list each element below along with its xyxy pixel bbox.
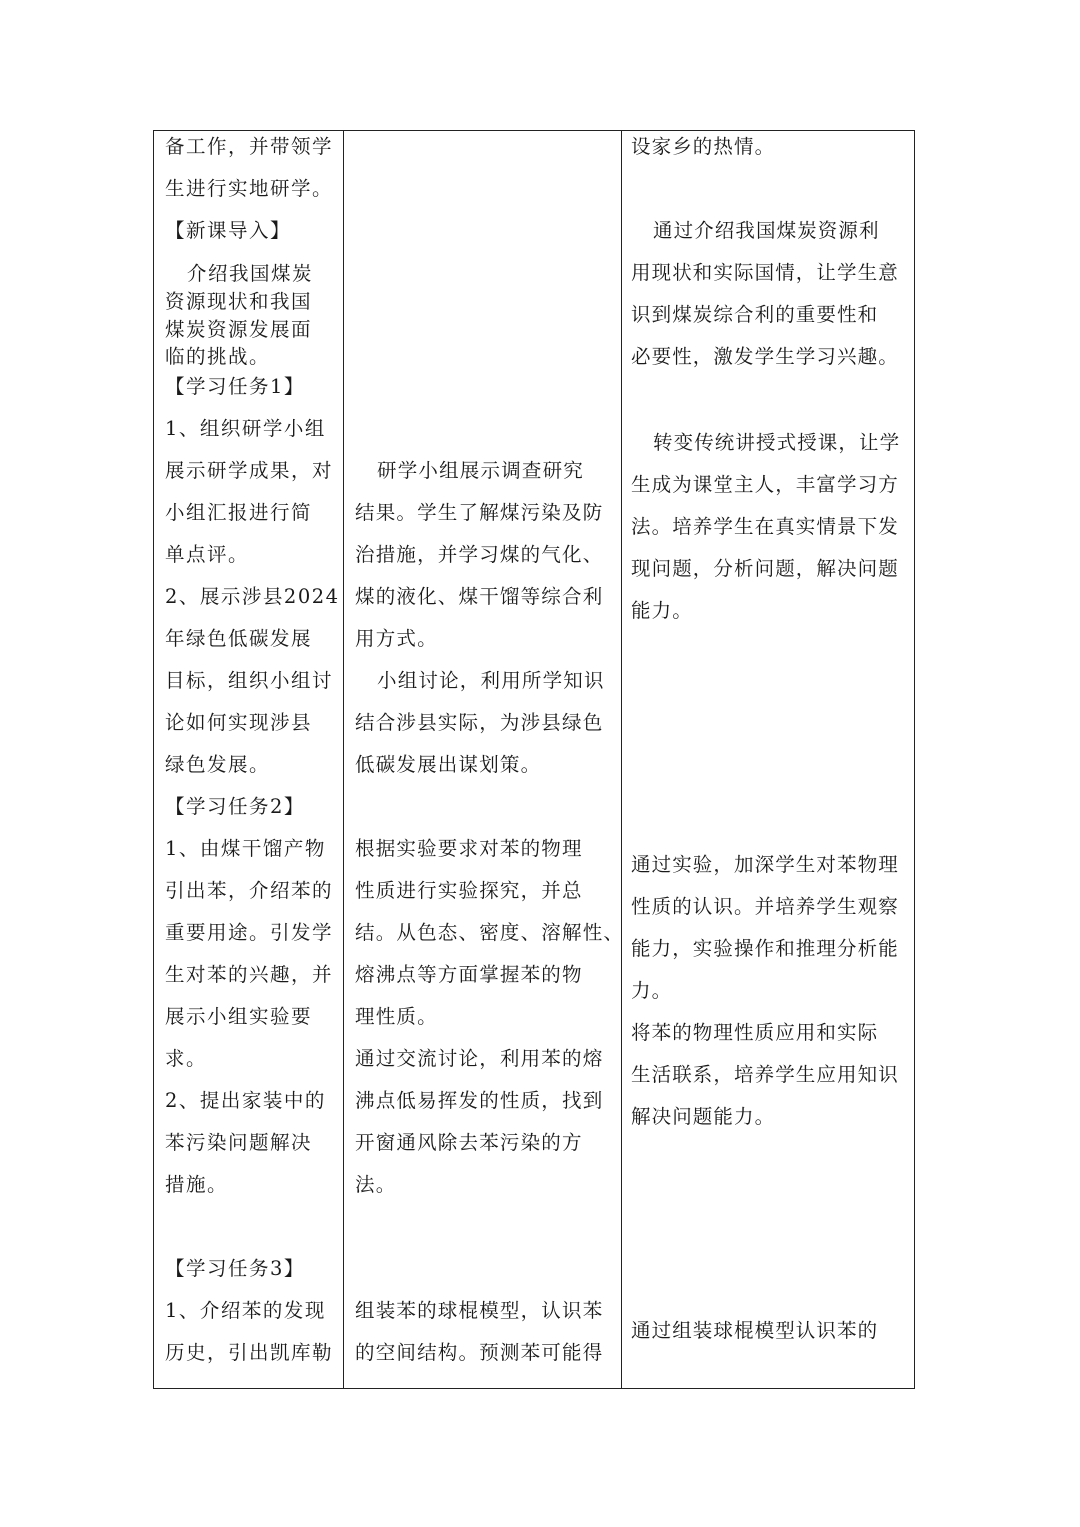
text-line: 备工作，并带领学 bbox=[165, 135, 334, 158]
text-line: 能力。 bbox=[631, 599, 693, 622]
text-line: 生对苯的兴趣，并 bbox=[165, 963, 334, 986]
text-line: 历史，引出凯库勒 bbox=[165, 1341, 334, 1364]
text-line: 法。 bbox=[355, 1173, 397, 1196]
text-line: 力。 bbox=[631, 979, 673, 1002]
text-line: 设家乡的热情。 bbox=[631, 135, 776, 158]
section-heading: 【学习任务3】 bbox=[165, 1257, 305, 1280]
text-line: 通过实验，加深学生对苯物理 bbox=[631, 853, 899, 876]
text-line: 1、组织研学小组 bbox=[165, 417, 326, 440]
text-line: 展示研学成果，对 bbox=[165, 459, 334, 482]
text-line: 治措施，并学习煤的气化、 bbox=[355, 543, 604, 566]
teacher-activity-column bbox=[165, 131, 341, 1388]
section-heading: 【新课导入】 bbox=[165, 219, 292, 242]
section-heading: 【学习任务1】 bbox=[165, 375, 305, 398]
text-line: 论如何实现涉县 bbox=[165, 711, 313, 734]
text-line: 介绍我国煤炭 bbox=[187, 262, 314, 285]
text-line: 资源现状和我国 bbox=[165, 290, 313, 313]
text-line: 小组汇报进行简 bbox=[165, 501, 313, 524]
text-line: 组装苯的球棍模型，认识苯 bbox=[355, 1299, 604, 1322]
text-line: 小组讨论，利用所学知识 bbox=[377, 669, 605, 692]
text-line: 识到煤炭综合利的重要性和 bbox=[631, 303, 879, 326]
text-line: 通过介绍我国煤炭资源利 bbox=[653, 219, 880, 242]
text-line: 结合涉县实际，为涉县绿色 bbox=[355, 711, 604, 734]
text-line: 引出苯，介绍苯的 bbox=[165, 879, 334, 902]
text-line: 目标，组织小组讨 bbox=[165, 669, 334, 692]
student-activity-column bbox=[355, 131, 625, 1388]
section-heading: 【学习任务2】 bbox=[165, 795, 305, 818]
text-line: 用现状和实际国情，让学生意 bbox=[631, 261, 899, 284]
text-line: 1、由煤干馏产物 bbox=[165, 837, 326, 860]
text-line: 单点评。 bbox=[165, 543, 250, 566]
text-line: 生活联系，培养学生应用知识 bbox=[631, 1063, 899, 1086]
text-line: 1、介绍苯的发现 bbox=[165, 1299, 326, 1322]
text-line: 沸点低易挥发的性质，找到 bbox=[355, 1089, 604, 1112]
text-line: 2、展示涉县2024 bbox=[165, 585, 340, 608]
text-line: 解决问题能力。 bbox=[631, 1105, 776, 1128]
text-line: 结。从色态、密度、溶解性、 bbox=[355, 921, 625, 944]
text-line: 生进行实地研学。 bbox=[165, 177, 334, 200]
text-line: 临的挑战。 bbox=[165, 345, 271, 368]
text-line: 法。培养学生在真实情景下发 bbox=[631, 515, 899, 538]
text-line: 煤炭资源发展面 bbox=[165, 318, 313, 341]
text-line: 年绿色低碳发展 bbox=[165, 627, 313, 650]
text-line: 措施。 bbox=[165, 1173, 229, 1196]
text-line: 2、提出家装中的 bbox=[165, 1089, 326, 1112]
lesson-plan-table bbox=[153, 130, 915, 1389]
text-line: 重要用途。引发学 bbox=[165, 921, 334, 944]
text-line: 煤的液化、煤干馏等综合利 bbox=[355, 585, 604, 608]
text-line: 生成为课堂主人，丰富学习方 bbox=[631, 473, 899, 496]
text-line: 性质进行实验探究，并总 bbox=[355, 879, 583, 902]
text-line: 性质的认识。并培养学生观察 bbox=[631, 895, 899, 918]
text-line: 开窗通风除去苯污染的方 bbox=[355, 1131, 583, 1154]
text-line: 熔沸点等方面掌握苯的物 bbox=[355, 963, 583, 986]
column-divider bbox=[343, 131, 344, 1388]
text-line: 绿色发展。 bbox=[165, 753, 271, 776]
column-divider bbox=[621, 131, 622, 1388]
text-line: 转变传统讲授式授课，让学 bbox=[653, 431, 901, 454]
text-line: 理性质。 bbox=[355, 1005, 438, 1028]
text-line: 结果。学生了解煤污染及防 bbox=[355, 501, 604, 524]
text-line: 低碳发展出谋划策。 bbox=[355, 753, 542, 776]
text-line: 通过组装球棍模型认识苯的 bbox=[631, 1319, 879, 1342]
design-intent-column bbox=[631, 131, 913, 1388]
text-line: 用方式。 bbox=[355, 627, 438, 650]
text-line: 根据实验要求对苯的物理 bbox=[355, 837, 583, 860]
text-line: 将苯的物理性质应用和实际 bbox=[631, 1021, 879, 1044]
text-line: 必要性，激发学生学习兴趣。 bbox=[631, 345, 899, 368]
text-line: 求。 bbox=[165, 1047, 208, 1070]
text-line: 通过交流讨论，利用苯的熔 bbox=[355, 1047, 604, 1070]
text-line: 现问题，分析问题，解决问题 bbox=[631, 557, 899, 580]
text-line: 展示小组实验要 bbox=[165, 1005, 313, 1028]
text-line: 研学小组展示调查研究 bbox=[377, 459, 585, 482]
text-line: 能力，实验操作和推理分析能 bbox=[631, 937, 899, 960]
text-line: 苯污染问题解决 bbox=[165, 1131, 313, 1154]
text-line: 的空间结构。预测苯可能得 bbox=[355, 1341, 604, 1364]
